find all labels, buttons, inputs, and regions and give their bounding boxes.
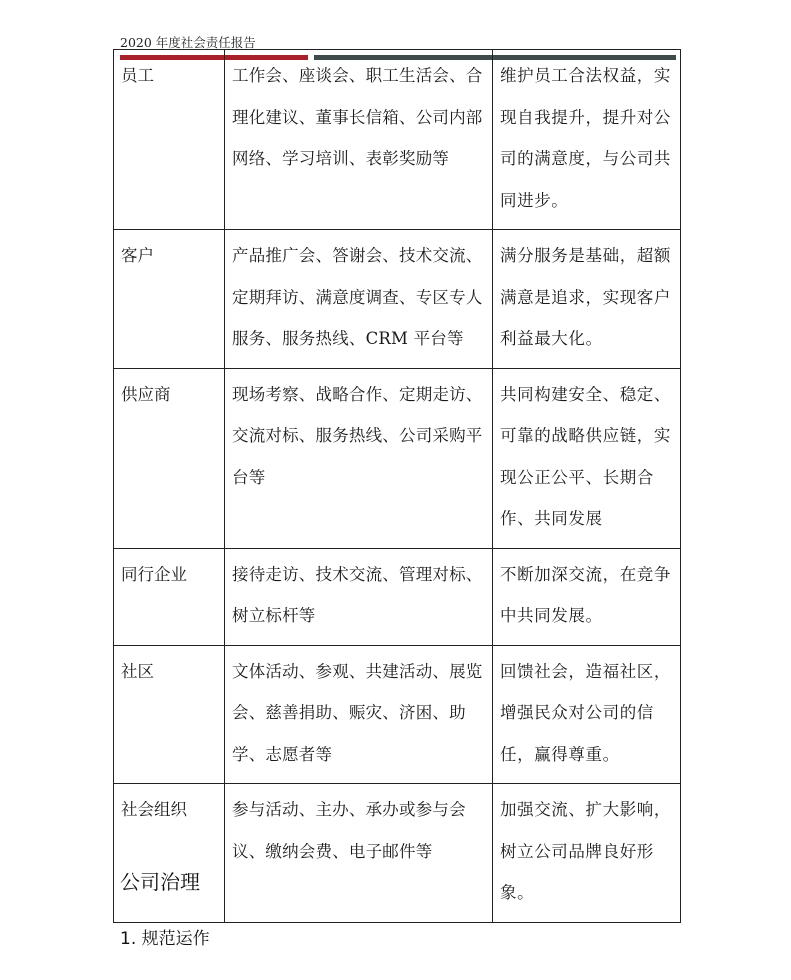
section-title: 公司治理 (120, 870, 200, 894)
table-row (114, 230, 681, 369)
table-cell-channels: 产品推广会、答谢会、技术交流、定期拜访、满意度调查、专区专人服务、服务热线、CRM 平台等 (225, 230, 493, 369)
table-cell-channels: 接待走访、技术交流、管理对标、树立标杆等 (225, 548, 493, 645)
report-header-title: 2020 年度社会责任报告 (120, 35, 256, 50)
table-cell-stakeholder: 同行企业 (114, 548, 225, 645)
table-row (114, 368, 681, 548)
stakeholder-table (113, 49, 681, 923)
table-cell-goals: 维护员工合法权益，实现自我提升，提升对公司的满意度，与公司共同进步。 (493, 50, 681, 230)
subsection-title: 1. 规范运作 (120, 929, 210, 949)
table-cell-goals: 回馈社会，造福社区，增强民众对公司的信任，赢得尊重。 (493, 645, 681, 784)
table-cell-stakeholder: 员工 (114, 50, 225, 230)
table-cell-channels: 工作会、座谈会、职工生活会、合理化建议、董事长信箱、公司内部网络、学习培训、表彰奖励等 (225, 50, 493, 230)
table-row (114, 50, 681, 230)
table-row (114, 645, 681, 784)
table-cell-channels: 参与活动、主办、承办或参与会议、缴纳会费、电子邮件等 (225, 784, 493, 923)
table-row (114, 548, 681, 645)
table-cell-channels: 现场考察、战略合作、定期走访、交流对标、服务热线、公司采购平台等 (225, 368, 493, 548)
table-cell-channels: 文体活动、参观、共建活动、展览会、慈善捐助、赈灾、济困、助学、志愿者等 (225, 645, 493, 784)
table-row (114, 784, 681, 923)
table-cell-stakeholder: 供应商 (114, 368, 225, 548)
table-cell-goals: 不断加深交流，在竞争中共同发展。 (493, 548, 681, 645)
table-cell-stakeholder: 社会组织 (114, 784, 225, 923)
table-cell-goals: 加强交流、扩大影响，树立公司品牌良好形象。 (493, 784, 681, 923)
table-cell-goals: 满分服务是基础，超额满意是追求，实现客户利益最大化。 (493, 230, 681, 369)
table-cell-stakeholder: 客户 (114, 230, 225, 369)
table-cell-goals: 共同构建安全、稳定、可靠的战略供应链，实现公正公平、长期合作、共同发展 (493, 368, 681, 548)
table-cell-stakeholder: 社区 (114, 645, 225, 784)
